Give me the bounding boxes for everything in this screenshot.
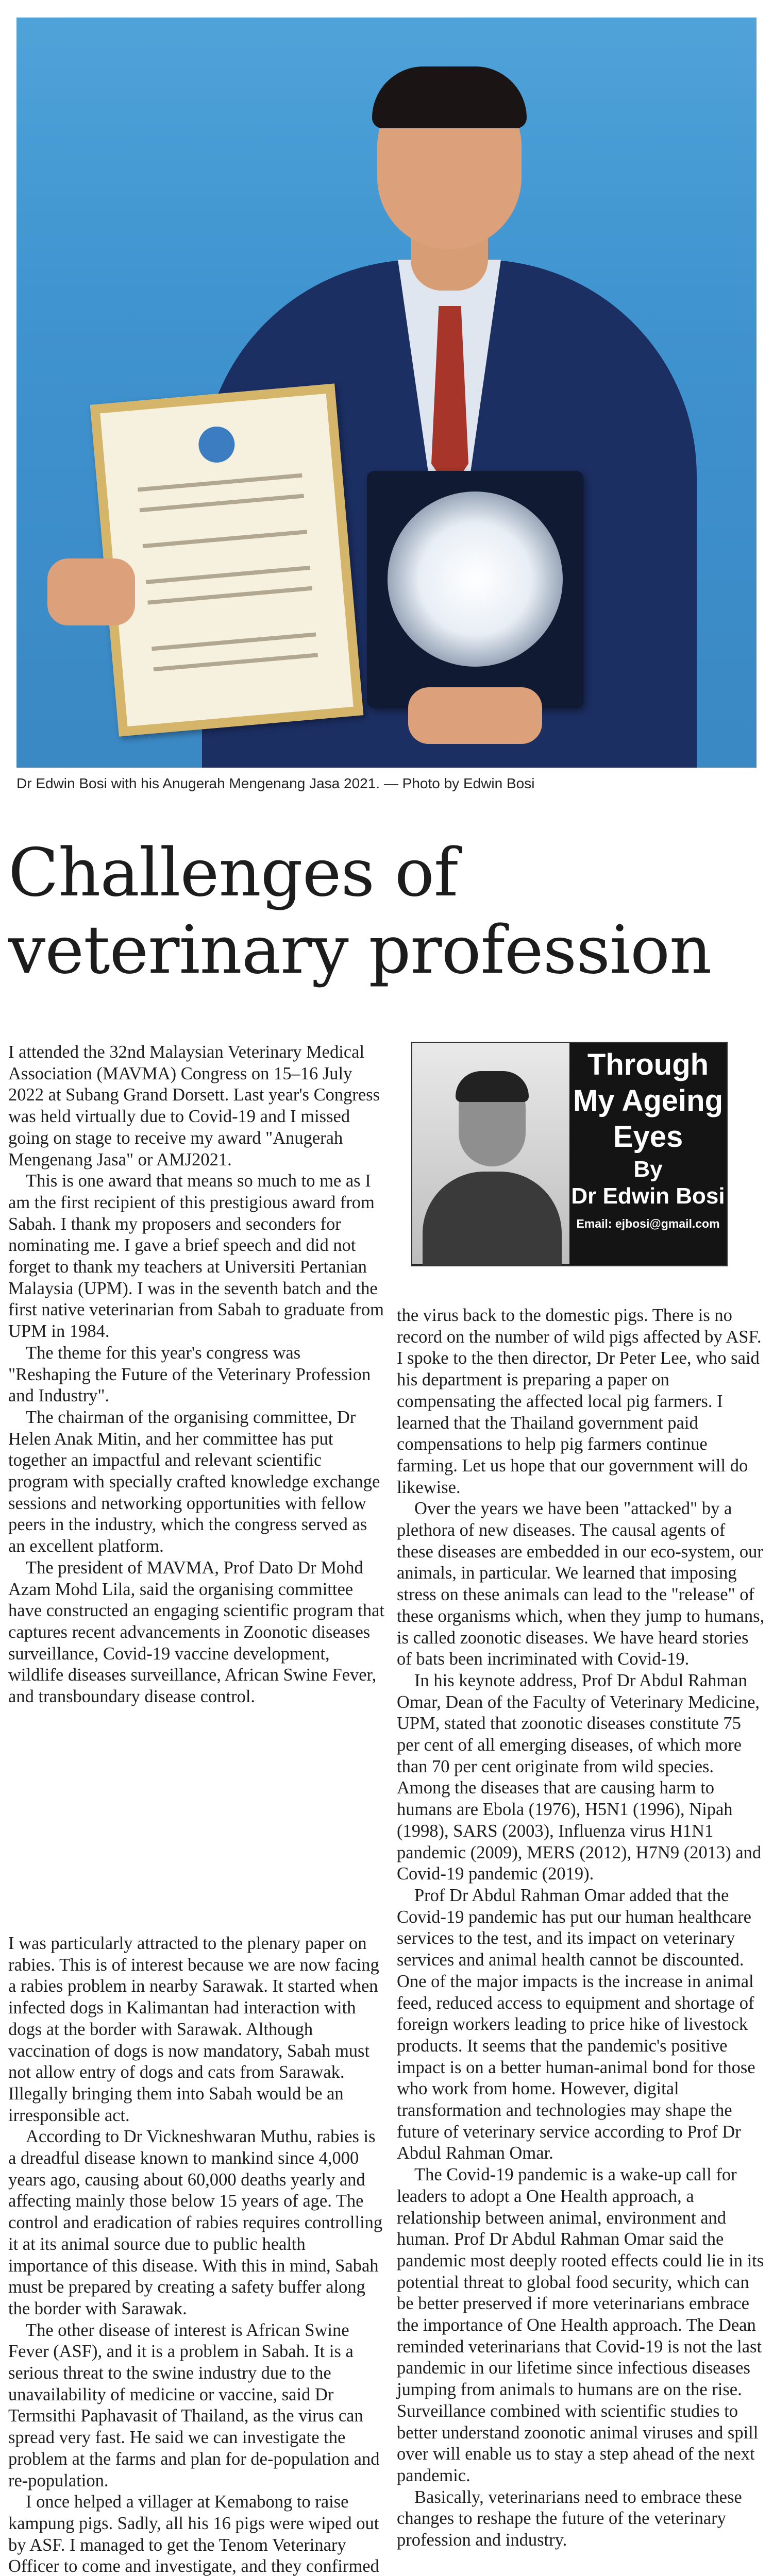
- paragraph: I attended the 32nd Malaysian Veterinary Medical Association (MAVMA) Congress on 15–16 July 2022 at Subang Grand Dorsett. Last year's Congress was held virtually due to Covid-19 and I missed going on stage to receive my award "Anugerah Mengenang Jasa" or AMJ2021.: [8, 1042, 380, 1170]
- paragraph: Over the years we have been "attacked" by a plethora of new diseases. The causal agents of these diseases are embedded in our eco-system, our animals, in particular. We learned that imposing stress on these animals can lead to the "release" of these organisms which, when they jump to humans, is called zoonotic diseases. We have heard stories of bats been incriminated with Covid-19.: [397, 1499, 765, 1669]
- paragraph: The president of MAVMA, Prof Dato Dr Mohd Azam Mohd Lila, said the organising committee have constructed an engaging scientific program that captures recent advancements in Zoonotic diseases surveillance, Covid-19 vaccine development, wildlife diseases surveillance, African Swine Fever, and transboundary disease control.: [8, 1557, 384, 1707]
- paragraph: The Covid-19 pandemic is a wake-up call for leaders to adopt a One Health approach, a relationship between animal, environment and human. Prof Dr Abdul Rahman Omar said the pandemic most deeply rooted effects could lie in its potential threat to global food security, which can be better preserved if more veterinarians embrace the importance of One Health approach. The Dean reminded veterinarians that Covid-19 is not the last pandemic in our lifetime since infectious diseases jumping from animals to humans are on the rise. Surveillance combined with scientific studies to better understand zoonotic animal viruses and spill over will enable us to stay a step ahead of the next pandemic.: [397, 2165, 764, 2485]
- paragraph: According to Dr Vickneshwaran Muthu, rabies is a dreadful disease known to mankind since 4,000 years ago, causing about 60,000 deaths yearly and affecting mainly those below 15 years of age. The control and eradication of rabies requires controlling it at its animal source due to public health importance of this disease. With this in mind, Sabah must be prepared by creating a safety buffer along the border with Sarawak.: [8, 2127, 383, 2318]
- paragraph: the virus back to the domestic pigs. There is no record on the number of wild pigs affected by ASF. I spoke to the then director, Dr Peter Lee, who said his department is preparing a paper on compensating the affected local pig farmers. I learned that the Thailand government paid compensations to help pig farmers continue farming. Let us hope that our government will do likewise.: [397, 1306, 762, 1497]
- article-headline: [8, 835, 711, 989]
- certificate-text-line: [143, 530, 307, 548]
- paragraph: I was particularly attracted to the plenary paper on rabies. This is of interest because we are now facing a rabies problem in nearby Sarawak. It started when infected dogs in Kalimantan had interaction with dogs at the border with Sarawak. Although vaccination of dogs is now mandatory, Sabah must not allow entry of dogs and cats from Sarawak. Illegally bringing them into Sabah would be an irresponsible act.: [8, 1934, 379, 2125]
- column-title-line-3: Eyes: [613, 1120, 683, 1154]
- certificate-text-line: [147, 586, 312, 605]
- certificate-text-line: [146, 566, 310, 584]
- paragraph: The chairman of the organising committee, Dr Helen Anak Mitin, and her committee has put together an impactful and relevant scientific program with specially crafted knowledge exchange sessions and networking opportunities with fellow peers in the industry, which the congress served as an excellent platform.: [8, 1407, 380, 1556]
- column-badge-text: [569, 1043, 727, 1264]
- photo-hair: [372, 66, 527, 128]
- award-certificate: [90, 383, 363, 736]
- paragraph: Prof Dr Abdul Rahman Omar added that the Covid-19 pandemic has put our human healthcare services to the test, and its impact on veterinary services and animal health cannot be discounted. One of the major impacts is the increase in animal feed, reduced access to equipment and shortage of foreign workers leading to price hike of livestock products. It seems that the pandemic's positive impact is on a better human-animal bond for those who work from home. However, digital transformation and technologies may shape the future of veterinary service according to Prof Dr Abdul Rahman Omar.: [397, 1885, 755, 2163]
- certificate-text-line: [154, 653, 318, 671]
- certificate-seal-icon: [197, 425, 236, 464]
- portrait-body: [423, 1172, 562, 1266]
- certificate-text-line: [140, 494, 304, 512]
- portrait-hair: [456, 1071, 529, 1102]
- column-badge: [411, 1042, 728, 1266]
- column-email: [569, 1217, 727, 1231]
- award-plaque: [367, 471, 583, 708]
- paragraph: In his keynote address, Prof Dr Abdul Rahman Omar, Dean of the Faculty of Veterinary Medicine, UPM, stated that zoonotic diseases constitute 75 per cent of all emerging diseases, of which more than 70 per cent originate from wild species. Among the diseases that are causing harm to humans are Ebola (1976), H5N1 (1996), Nipah (1998), SARS (2003), Influenza virus H1N1 pandemic (2009), MERS (2012), H7N9 (2013) and Covid-19 pandemic (2019).: [397, 1670, 762, 1884]
- paragraph: The other disease of interest is African Swine Fever (ASF), and it is a problem in Sabah. It is a serious threat to the swine industry due to the unavailability of medicine or vaccine, said Dr Termsithi Paphavasit of Thailand, as the virus can spread very fast. He said we can investigate the problem at the farms and plan for de-population and re-population.: [8, 2320, 380, 2490]
- photo-hand-left: [47, 558, 135, 625]
- article-column-2: [397, 1305, 765, 2551]
- column-title: [569, 1047, 727, 1155]
- paragraph: This is one award that means so much to me as I am the first recipient of this prestigious award from Sabah. I thank my proposers and seconders for nominating me. I gave a brief speech and did not forget to thank my teachers at Universiti Pertanian Malaysia (UPM). I was in the seventh batch and the first native veterinarian from Sabah to graduate from UPM in 1984.: [8, 1171, 384, 1342]
- plaque-disc: [388, 492, 563, 667]
- photo-hand-right: [408, 687, 542, 744]
- column-title-line-1: Through: [587, 1048, 709, 1081]
- certificate-text-line: [152, 632, 316, 651]
- article-column-1-continued: [8, 1933, 384, 2576]
- column-title-line-2: My Ageing: [573, 1084, 724, 1117]
- columnist-portrait: [412, 1043, 569, 1264]
- column-byline-by: By: [633, 1157, 663, 1182]
- paragraph: Basically, veterinarians need to embrace these changes to reshape the future of the veterinary profession and industry.: [397, 2487, 742, 2550]
- article-column-1: [8, 1042, 384, 1708]
- email-address[interactable]: ejbosi@gmail.com: [615, 1217, 720, 1230]
- paragraph: The theme for this year's congress was "Reshaping the Future of the Veterinary Profession and Industry".: [8, 1343, 371, 1406]
- email-label: Email:: [576, 1217, 612, 1230]
- column-author: Dr Edwin Bosi: [571, 1183, 725, 1209]
- feature-photo: [16, 18, 757, 768]
- certificate-text-line: [138, 473, 302, 492]
- paragraph: I once helped a villager at Kemabong to raise kampung pigs. Sadly, all his 16 pigs were wiped out by ASF. I managed to get the Tenom Veterinary Officer to come and investigate, and they confirmed: [8, 2492, 379, 2576]
- headline-line-2: veterinary profession: [8, 912, 712, 989]
- headline-line-1: Challenges of: [8, 835, 458, 911]
- photo-caption: Dr Edwin Bosi with his Anugerah Mengenang Jasa 2021. — Photo by Edwin Bosi: [16, 775, 535, 791]
